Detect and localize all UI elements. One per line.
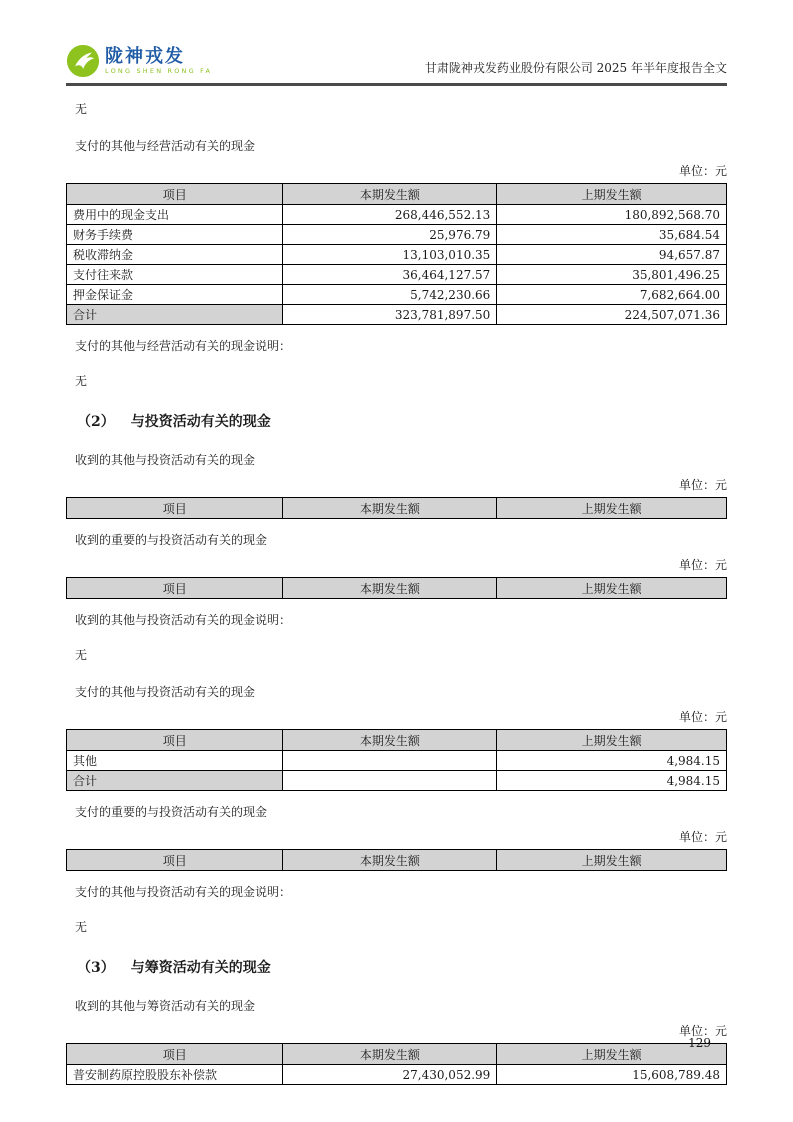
- none-text-2: 无: [75, 374, 88, 388]
- cell-prior: 35,684.54: [497, 225, 727, 245]
- para-recv-other-financing: 收到的其他与筹资活动有关的现金: [75, 999, 256, 1013]
- logo-chinese-name: 陇神戎发: [105, 45, 185, 67]
- table-header-row: [67, 498, 727, 519]
- table-header-row: [67, 184, 727, 205]
- table-row: [67, 265, 727, 285]
- col-header-item: 项目: [67, 498, 283, 519]
- col-header-item: 项目: [67, 850, 283, 871]
- unit-label-3: 单位：元: [678, 558, 727, 572]
- unit-label-6: 单位：元: [678, 1024, 727, 1038]
- para-pay-other-operating-note: 支付的其他与经营活动有关的现金说明：: [75, 339, 292, 353]
- table-investing-recv-major: [66, 577, 727, 599]
- col-header-prior: 上期发生额: [497, 730, 727, 751]
- section-number: （3）: [77, 960, 115, 976]
- col-header-item: 项目: [67, 730, 283, 751]
- section-number: （2）: [77, 414, 115, 430]
- none-text-3: 无: [75, 648, 88, 662]
- unit-label-4: 单位：元: [678, 710, 727, 724]
- cell-item-total: 合计: [67, 771, 283, 791]
- table-financing-recv-other: [66, 1043, 727, 1085]
- cell-current: 36,464,127.57: [283, 265, 497, 285]
- page-number: 129: [688, 1036, 711, 1050]
- company-logo: [66, 44, 212, 78]
- section-title: 与投资活动有关的现金: [130, 414, 271, 430]
- table-total-row: [67, 305, 727, 325]
- para-recv-other-investing: 收到的其他与投资活动有关的现金: [75, 453, 256, 467]
- para-pay-major-investing: 支付的重要的与投资活动有关的现金: [75, 805, 268, 819]
- section-heading-investing: [66, 411, 727, 431]
- col-header-prior: 上期发生额: [497, 1044, 727, 1065]
- cell-current: 5,742,230.66: [283, 285, 497, 305]
- cell-item: 普安制药原控股股东补偿款: [67, 1065, 283, 1085]
- cell-current: 13,103,010.35: [283, 245, 497, 265]
- col-header-item: 项目: [67, 184, 283, 205]
- col-header-current: 本期发生额: [283, 498, 497, 519]
- table-header-row: [67, 730, 727, 751]
- section-heading-financing: [66, 957, 727, 977]
- para-recv-major-investing: 收到的重要的与投资活动有关的现金: [75, 533, 268, 547]
- cell-current: 27,430,052.99: [283, 1065, 497, 1085]
- table-header-row: [67, 1044, 727, 1065]
- table-row: [67, 205, 727, 225]
- none-text-4: 无: [75, 920, 88, 934]
- cell-item: 押金保证金: [67, 285, 283, 305]
- unit-label-1: 单位：元: [678, 164, 727, 178]
- col-header-prior: 上期发生额: [497, 578, 727, 599]
- col-header-current: 本期发生额: [283, 850, 497, 871]
- logo-text: [105, 45, 213, 75]
- para-pay-other-operating: 支付的其他与经营活动有关的现金: [75, 139, 256, 153]
- cell-current: 25,976.79: [283, 225, 497, 245]
- cell-prior: 94,657.87: [497, 245, 727, 265]
- report-title: 甘肃陇神戎发药业股份有限公司 2025 年半年度报告全文: [424, 61, 727, 75]
- cell-item-total: 合计: [67, 305, 283, 325]
- table-investing-pay-major: [66, 849, 727, 871]
- col-header-item: 项目: [67, 578, 283, 599]
- cell-current: 268,446,552.13: [283, 205, 497, 225]
- col-header-item: 项目: [67, 1044, 283, 1065]
- table-investing-recv-other: [66, 497, 727, 519]
- cell-item: 财务手续费: [67, 225, 283, 245]
- cell-item: 其他: [67, 751, 283, 771]
- cell-prior: 35,801,496.25: [497, 265, 727, 285]
- col-header-current: 本期发生额: [283, 184, 497, 205]
- section-title: 与筹资活动有关的现金: [130, 960, 271, 976]
- unit-label-2: 单位：元: [678, 478, 727, 492]
- cell-prior: 15,608,789.48: [497, 1065, 727, 1085]
- table-total-row: [67, 771, 727, 791]
- col-header-prior: 上期发生额: [497, 850, 727, 871]
- col-header-prior: 上期发生额: [497, 184, 727, 205]
- cell-prior: 180,892,568.70: [497, 205, 727, 225]
- cell-prior: 4,984.15: [497, 771, 727, 791]
- table-header-row: [67, 578, 727, 599]
- logo-english-name: LONG SHEN RONG FA: [105, 66, 213, 75]
- cell-item: 费用中的现金支出: [67, 205, 283, 225]
- table-operating-pay-other: [66, 183, 727, 325]
- logo-icon: [66, 44, 100, 78]
- col-header-current: 本期发生额: [283, 730, 497, 751]
- table-row: [67, 225, 727, 245]
- table-row: [67, 245, 727, 265]
- unit-label-5: 单位：元: [678, 830, 727, 844]
- cell-item: 税收滞纳金: [67, 245, 283, 265]
- page-header: [66, 0, 727, 86]
- cell-prior: 4,984.15: [497, 751, 727, 771]
- para-recv-other-investing-note: 收到的其他与投资活动有关的现金说明：: [75, 613, 292, 627]
- col-header-current: 本期发生额: [283, 578, 497, 599]
- cell-current: [283, 771, 497, 791]
- table-row: [67, 1065, 727, 1085]
- cell-prior: 224,507,071.36: [497, 305, 727, 325]
- col-header-current: 本期发生额: [283, 1044, 497, 1065]
- table-investing-pay-other: [66, 729, 727, 791]
- none-text-1: 无: [75, 102, 88, 116]
- table-row: [67, 751, 727, 771]
- cell-current: 323,781,897.50: [283, 305, 497, 325]
- para-pay-other-investing-note: 支付的其他与投资活动有关的现金说明：: [75, 885, 292, 899]
- para-pay-other-investing: 支付的其他与投资活动有关的现金: [75, 685, 256, 699]
- cell-item: 支付往来款: [67, 265, 283, 285]
- cell-current: [283, 751, 497, 771]
- table-row: [67, 285, 727, 305]
- col-header-prior: 上期发生额: [497, 498, 727, 519]
- table-header-row: [67, 850, 727, 871]
- cell-prior: 7,682,664.00: [497, 285, 727, 305]
